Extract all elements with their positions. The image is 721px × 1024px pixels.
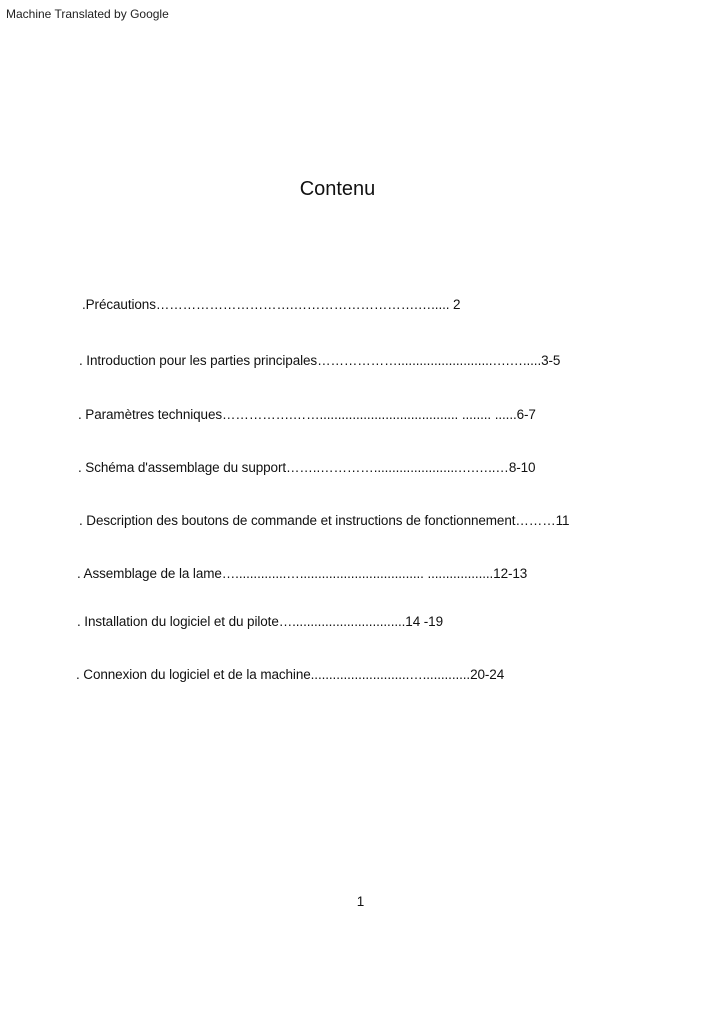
toc-entry-technical-parameters: . Paramètres techniques…………….……...................................... ........ ......6-7 (78, 407, 536, 422)
machine-translation-watermark: Machine Translated by Google (6, 7, 169, 21)
toc-entry-support-assembly: . Schéma d'assemblage du support……..………….......................….…..…8-10 (78, 460, 536, 475)
toc-entry-introduction: . Introduction pour les parties principales………………..........................….….....3-5 (79, 353, 561, 368)
toc-entry-software-installation: . Installation du logiciel et du pilote…...............................14 -19 (77, 614, 443, 629)
page-title: Contenu (299, 178, 376, 200)
toc-entry-precautions: .Précautions………………………….……………………….…..... 2 (82, 297, 461, 312)
toc-entry-buttons-description: . Description des boutons de commande et instructions de fonctionnement………11 (79, 513, 570, 528)
toc-entry-blade-assembly: . Assemblage de la lame…..............….................................. ..................12-13 (77, 566, 528, 581)
page-number: 1 (356, 894, 365, 909)
toc-entry-software-connection: . Connexion du logiciel et de la machine...........................….............20-24 (76, 667, 505, 682)
